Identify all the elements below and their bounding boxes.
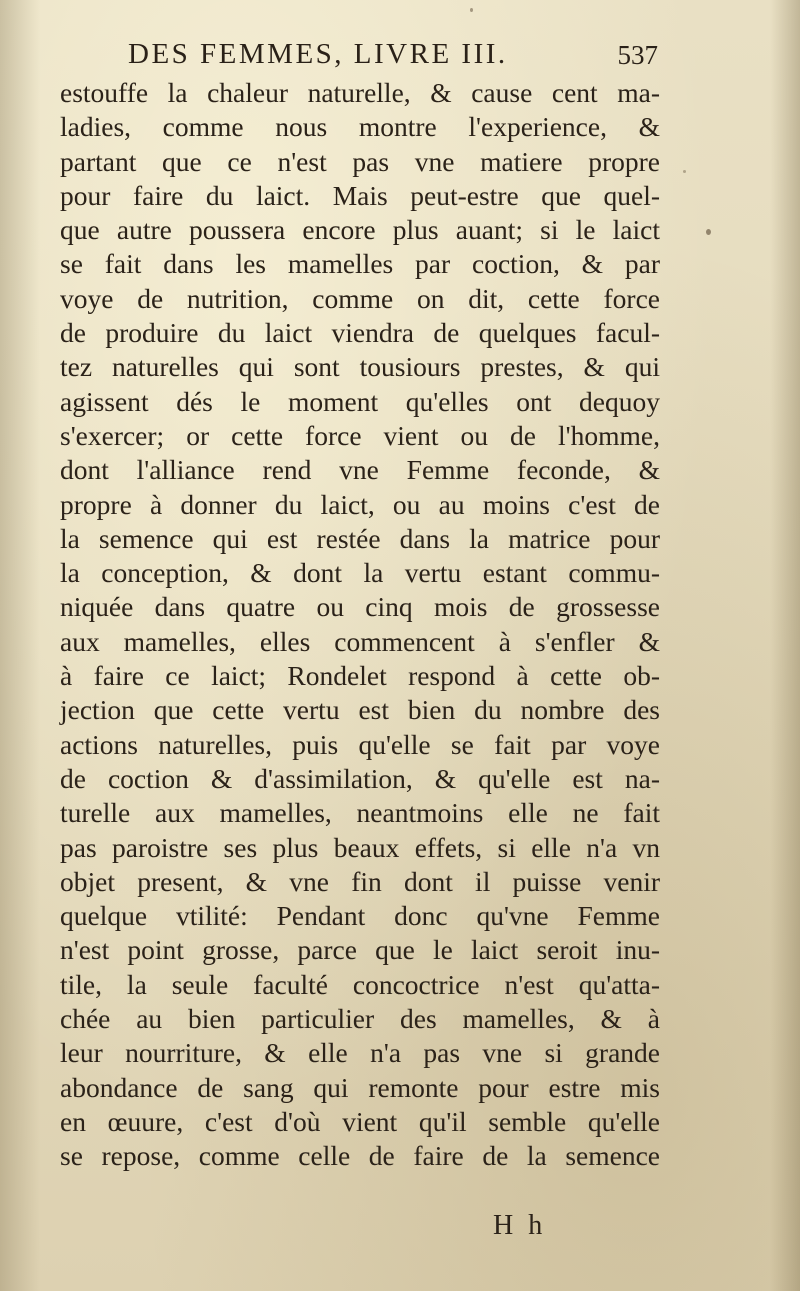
- gutter-shadow: [0, 0, 40, 1291]
- ink-speck: [706, 229, 711, 235]
- ink-speck: [470, 8, 473, 12]
- text-line: s'exercer; or cette force vient ou de l'homme,: [60, 419, 660, 451]
- text-line: pour faire du laict. Mais peut-estre que quel-: [60, 179, 660, 211]
- text-line: n'est point grosse, parce que le laict seroit inu-: [60, 934, 660, 966]
- text-line: à faire ce laict; Rondelet respond à cette ob-: [60, 660, 660, 692]
- text-line: quelque vtilité: Pendant donc qu'vne Femme: [60, 900, 660, 932]
- text-line: que autre poussera encore plus auant; si le laict: [60, 214, 660, 246]
- text-line: leur nourriture, & elle n'a pas vne si grande: [60, 1037, 660, 1069]
- text-line: la conception, & dont la vertu estant commu-: [60, 557, 660, 589]
- text-line: objet present, & vne fin dont il puisse venir: [60, 865, 660, 897]
- text-line: de produire du laict viendra de quelques facul-: [60, 317, 660, 349]
- running-head: DES FEMMES, LIVRE III.: [128, 38, 508, 70]
- page-number: 537: [617, 40, 658, 70]
- page-edge-shadow: [770, 0, 800, 1291]
- text-line: voye de nutrition, comme on dit, cette force: [60, 282, 660, 314]
- text-line: propre à donner du laict, ou au moins c'est de: [60, 488, 660, 520]
- text-line: pas paroistre ses plus beaux effets, si elle n'a vn: [60, 831, 660, 863]
- text-line: abondance de sang qui remonte pour estre mis: [60, 1071, 660, 1103]
- text-line: se repose, comme celle de faire de la semence: [60, 1140, 660, 1172]
- catchword-signature: H h: [493, 1210, 547, 1241]
- text-line: en œuure, c'est d'où vient qu'il semble qu'elle: [60, 1105, 660, 1137]
- body-text: [60, 76, 660, 1174]
- text-line: jection que cette vertu est bien du nombre des: [60, 694, 660, 726]
- ink-speck: [683, 170, 686, 173]
- text-line: de coction & d'assimilation, & qu'elle est na-: [60, 762, 660, 794]
- text-line: partant que ce n'est pas vne matiere propre: [60, 145, 660, 177]
- text-line: ladies, comme nous montre l'experience, &: [60, 111, 660, 143]
- text-line: niquée dans quatre ou cinq mois de grossesse: [60, 591, 660, 623]
- text-line: se fait dans les mamelles par coction, & par: [60, 248, 660, 280]
- text-line: tile, la seule faculté concoctrice n'est qu'atta-: [60, 968, 660, 1000]
- text-line: aux mamelles, elles commencent à s'enfler &: [60, 625, 660, 657]
- text-line: actions naturelles, puis qu'elle se fait par voye: [60, 728, 660, 760]
- text-line: chée au bien particulier des mamelles, & à: [60, 1003, 660, 1035]
- text-line: dont l'alliance rend vne Femme feconde, &: [60, 454, 660, 486]
- text-line: turelle aux mamelles, neantmoins elle ne fait: [60, 797, 660, 829]
- text-line: estouffe la chaleur naturelle, & cause cent ma-: [60, 77, 660, 108]
- text-line: tez naturelles qui sont tousiours prestes, & qui: [60, 351, 660, 383]
- text-line: la semence qui est restée dans la matrice pour: [60, 522, 660, 554]
- text-line: agissent dés le moment qu'elles ont dequoy: [60, 385, 660, 417]
